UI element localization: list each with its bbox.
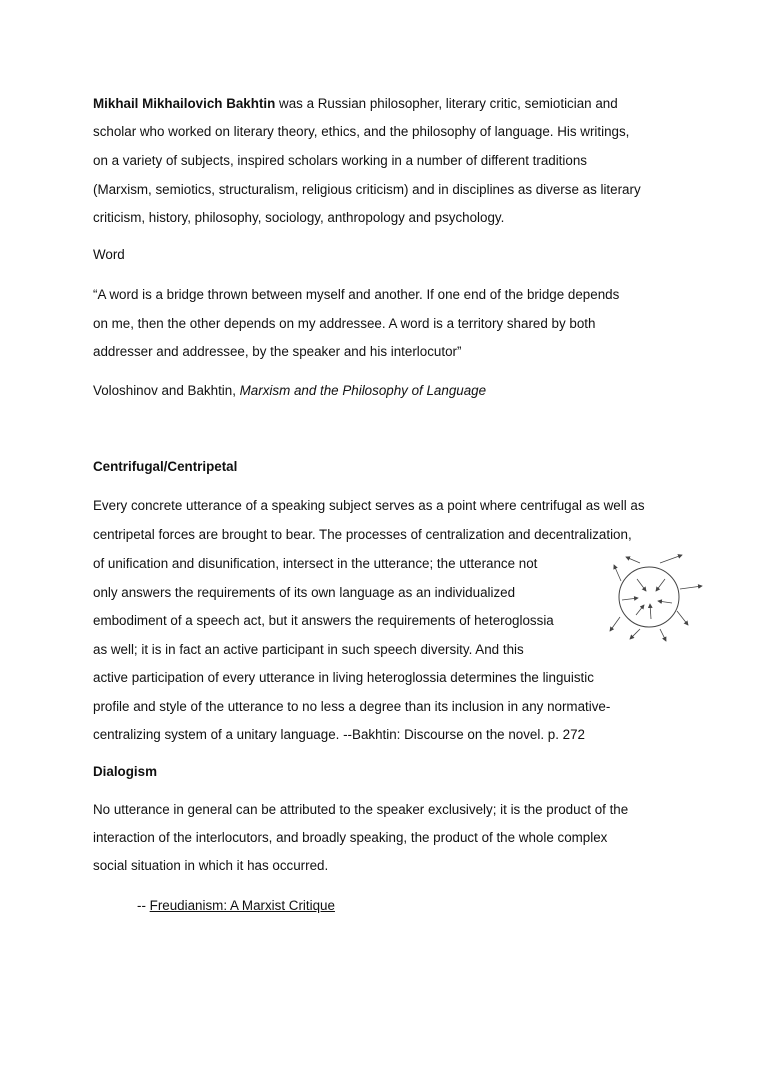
centrifugal-line-9: centralizing system of a unitary language. --Bakhtin: Discourse on the novel. p. 272 [93, 727, 586, 742]
intro-line-1 [93, 96, 618, 112]
centrifugal-centripetal-diagram [600, 553, 710, 643]
intro-line-3: on a variety of subjects, inspired scholars working in a number of different traditions [93, 153, 587, 168]
citation-authors: Voloshinov and Bakhtin, [93, 383, 240, 398]
word-quote-line-1: “A word is a bridge thrown between myself and another. If one end of the bridge depends [93, 287, 620, 302]
intro-line-2: scholar who worked on literary theory, ethics, and the philosophy of language. His writings, [93, 124, 630, 139]
centrifugal-line-1: Every concrete utterance of a speaking subject serves as a point where centrifugal as well as [93, 498, 645, 513]
centrifugal-heading: Centrifugal/Centripetal [93, 459, 238, 474]
diagram-circle [619, 567, 679, 627]
dialogism-citation [137, 898, 335, 914]
citation-prefix: -- [137, 898, 150, 913]
intro-line-5: criticism, history, philosophy, sociology, anthropology and psychology. [93, 210, 505, 225]
subject-name: Mikhail Mikhailovich Bakhtin [93, 96, 276, 111]
citation-book-title: Marxism and the Philosophy of Language [239, 383, 487, 398]
word-heading: Word [93, 247, 125, 262]
inward-arrows [622, 579, 672, 619]
centrifugal-line-3: of unification and disunification, intersect in the utterance; the utterance not [93, 556, 538, 571]
word-quote-line-2: on me, then the other depends on my addressee. A word is a territory shared by both [93, 316, 596, 331]
dialogism-line-3: social situation in which it has occurred. [93, 858, 329, 873]
dialogism-line-2: interaction of the interlocutors, and broadly speaking, the product of the whole complex [93, 830, 608, 845]
dialogism-heading: Dialogism [93, 764, 157, 779]
centrifugal-line-2: centripetal forces are brought to bear. The processes of centralization and decentralization, [93, 527, 632, 542]
intro-line-1-text: was a Russian philosopher, literary critic, semiotician and [275, 96, 618, 111]
centrifugal-line-7: active participation of every utterance in living heteroglossia determines the linguistic [93, 670, 594, 685]
word-quote-line-3: addresser and addressee, by the speaker and his interlocutor” [93, 344, 462, 359]
dialogism-line-1: No utterance in general can be attributed to the speaker exclusively; it is the product of the [93, 802, 629, 817]
intro-line-4: (Marxism, semiotics, structuralism, religious criticism) and in disciplines as diverse as literary [93, 182, 641, 197]
centrifugal-line-4: only answers the requirements of its own language as an individualized [93, 585, 516, 600]
word-citation [93, 383, 486, 399]
centrifugal-line-5: embodiment of a speech act, but it answers the requirements of heteroglossia [93, 613, 554, 628]
freudianism-link[interactable]: Freudianism: A Marxist Critique [149, 898, 335, 913]
centrifugal-line-8: profile and style of the utterance to no less a degree than its inclusion in any normative- [93, 699, 611, 714]
centrifugal-line-6: as well; it is in fact an active participant in such speech diversity. And this [93, 642, 524, 657]
